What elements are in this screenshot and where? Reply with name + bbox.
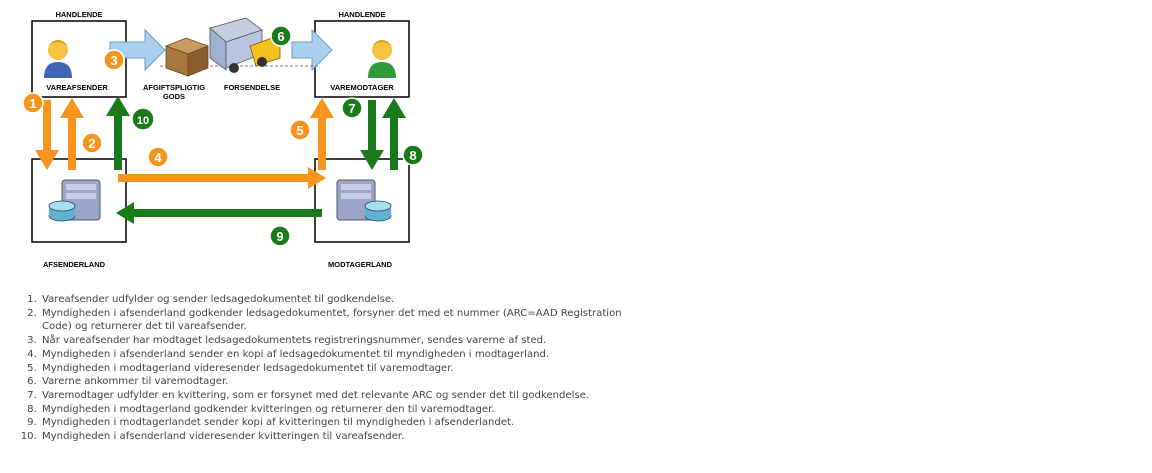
steps-list (22, 293, 640, 444)
step-item: 1. Vareafsender udfylder og sender ledsagedokumentet til godkendelse. (40, 293, 640, 307)
badge-6 (271, 26, 291, 46)
svg-text:10: 10 (136, 115, 150, 127)
svg-text:7: 7 (348, 101, 356, 116)
step-item: 10. Myndigheden i afsenderland videresender kvitteringen til vareafsender. (40, 430, 640, 444)
shipment-label: FORSENDELSE (223, 83, 281, 92)
step-item: 8. Myndigheden i modtagerland godkender kvitteringen og returnerer den til varemodtager. (40, 403, 640, 417)
sender-group-label: HANDLENDE (55, 10, 103, 19)
package-icon (166, 38, 208, 76)
svg-text:6: 6 (277, 29, 285, 44)
step-item: 7. Varemodtager udfylder en kvittering, som er forsynet med det relevante ARC og sender det til godkendelse. (40, 389, 640, 403)
step-item: 9. Myndigheden i modtagerlandet sender kopi af kvitteringen til myndigheden i afsenderlandet. (40, 416, 640, 430)
svg-text:3: 3 (110, 53, 118, 68)
svg-text:2: 2 (88, 136, 96, 151)
receiver-group-label: HANDLENDE (338, 10, 386, 19)
svg-text:9: 9 (276, 229, 284, 244)
svg-text:8: 8 (409, 148, 417, 163)
truck-icon (210, 18, 280, 73)
badge-3 (104, 50, 124, 70)
step-item: 2. Myndigheden i afsenderland godkender ledsagedokumentet, forsyner det med et nummer (ARC=AAD Registration Code) og returnerer det til vareafsender. (40, 307, 640, 334)
badge-4 (148, 147, 168, 167)
badge-7 (342, 98, 362, 118)
badge-9 (270, 226, 290, 246)
svg-text:4: 4 (154, 150, 162, 165)
step-item: 5. Myndigheden i modtagerland videresender ledsagedokumentet til varemodtager. (40, 362, 640, 376)
badge-1 (23, 93, 43, 113)
flow-diagram (0, 0, 440, 280)
badge-2 (82, 133, 102, 153)
step-item: 3. Når vareafsender har modtaget ledsagedokumentets registreringsnummer, sendes varerne af sted. (40, 334, 640, 348)
arrow-4-right (118, 167, 326, 189)
sender-label: VAREAFSENDER (46, 83, 108, 92)
receiver-country-label: MODTAGERLAND (327, 260, 393, 269)
sender-country-label: AFSENDERLAND (42, 260, 106, 269)
badge-5 (290, 120, 310, 140)
receiver-label: VAREMODTAGER (330, 83, 394, 92)
goods-label-line1: AFGIFTSPLIGTIG (142, 83, 206, 92)
step-item: 6. Varerne ankommer til varemodtager. (40, 375, 640, 389)
goods-label-line2: GODS (162, 92, 186, 101)
svg-text:5: 5 (296, 123, 304, 138)
badge-10 (132, 108, 154, 130)
arrow-9-left (116, 202, 322, 224)
step-item: 4. Myndigheden i afsenderland sender en kopi af ledsagedokumentet til myndigheden i modtagerland. (40, 348, 640, 362)
badge-8 (403, 145, 423, 165)
svg-text:1: 1 (29, 96, 37, 111)
